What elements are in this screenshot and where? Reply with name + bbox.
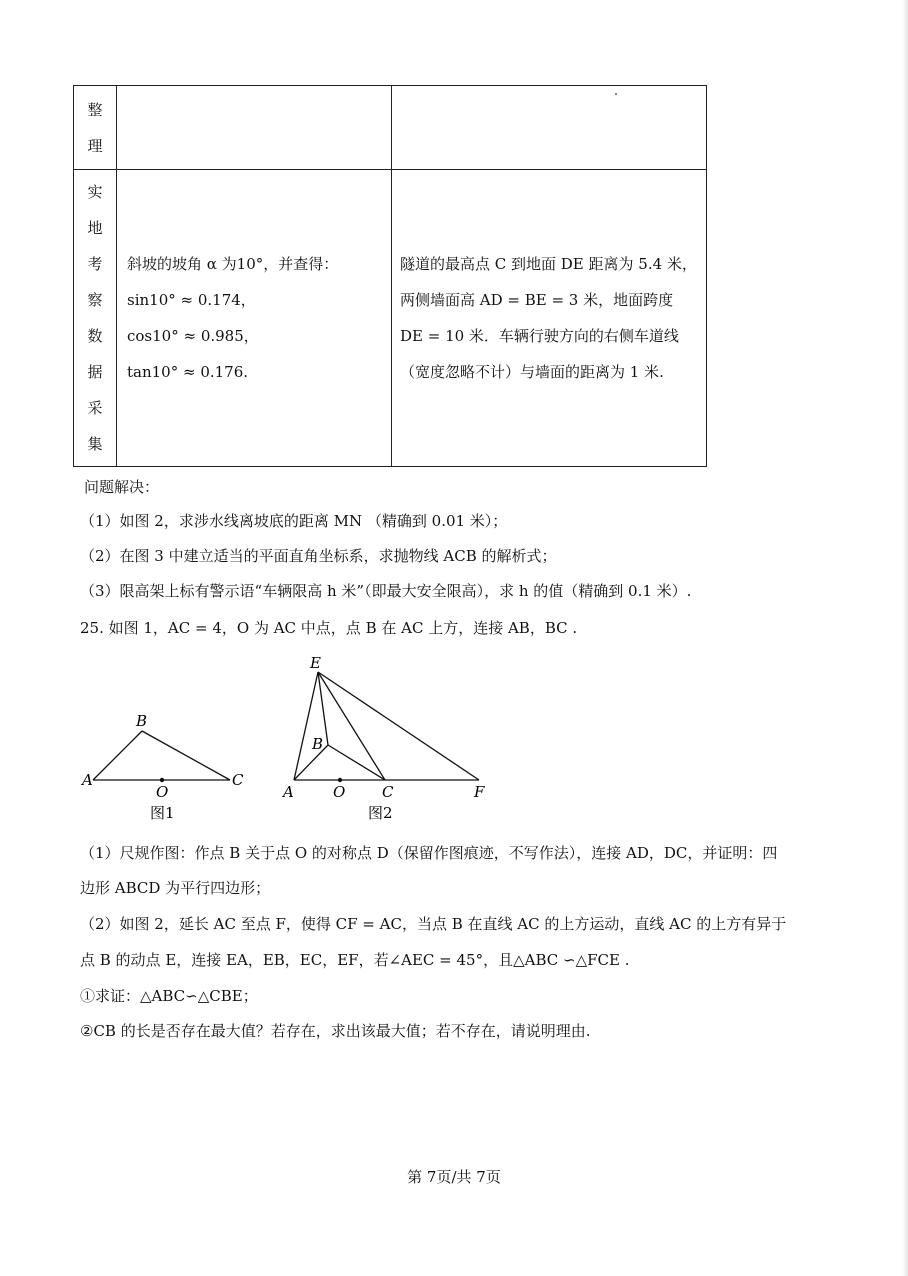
table-row xyxy=(74,170,707,467)
stray-dot xyxy=(615,93,617,95)
figure-1-caption: 图1 xyxy=(150,804,175,822)
tunnel-line-3: DE = 10 米．车辆行驶方向的右侧车道线 xyxy=(400,327,679,345)
fig2-line-ef xyxy=(318,672,479,780)
tunnel-line-4: （宽度忽略不计）与墙面的距离为 1 米. xyxy=(400,363,664,381)
question-3: （3）限高架上标有警示语“车辆限高 h 米”（即最大安全限高），求 h 的值（精确到 0.1 米）. xyxy=(80,582,692,600)
problem-solving-heading: 问题解决： xyxy=(84,478,160,496)
part-1-line-2: 边形 ABCD 为平行四边形； xyxy=(80,879,271,897)
question-1: （1）如图 2，求涉水线离坡底的距离 MN （精确到 0.01 米）； xyxy=(80,512,508,530)
tunnel-data-cell xyxy=(392,170,707,467)
fig1-point-o xyxy=(160,778,164,782)
row-label-organize: 整 理 xyxy=(74,86,117,170)
figure-1 xyxy=(80,712,244,822)
table-row xyxy=(74,86,707,170)
tan-value: tan10° ≈ 0.176. xyxy=(127,363,249,381)
sub-question-2: ②CB 的长是否存在最大值？若存在，求出该最大值；若不存在，请说明理由. xyxy=(80,1022,591,1040)
fig1-label-a: A xyxy=(82,771,93,789)
part-2-line-1: （2）如图 2，延长 AC 至点 F，使得 CF = AC，当点 B 在直线 AC 的上方运动，直线 AC 的上方有异于 xyxy=(80,915,787,933)
fig2-line-ea xyxy=(294,672,318,780)
cos-value: cos10° ≈ 0.985， xyxy=(127,327,259,345)
tunnel-line-1: 隧道的最高点 C 到地面 DE 距离为 5.4 米， xyxy=(400,255,697,273)
part-2-line-2: 点 B 的动点 E，连接 EA，EB，EC，EF，若∠AEC = 45°，且△ABC ∽△FCE . xyxy=(80,951,630,969)
page-number: 第 7页/共 7页 xyxy=(407,1168,501,1186)
sin-value: sin10° ≈ 0.174， xyxy=(127,291,256,309)
row-label-field-data: 实 地 考 察 数 据 采 集 xyxy=(74,170,117,467)
geometry-figures xyxy=(76,650,506,830)
fig1-line-bc xyxy=(142,731,230,780)
fig2-line-ec xyxy=(318,672,385,780)
figure-2 xyxy=(281,654,485,822)
fig2-label-e: E xyxy=(310,654,321,672)
fig1-line-ab xyxy=(93,731,142,780)
slope-data-cell xyxy=(117,170,392,467)
sub-question-1: ①求证：△ABC∽△CBE； xyxy=(80,987,258,1005)
fig1-label-c: C xyxy=(232,771,244,789)
table-cell-right-empty xyxy=(392,86,707,170)
problem-25-stem: 25. 如图 1，AC = 4，O 为 AC 中点，点 B 在 AC 上方，连接 AB，BC . xyxy=(80,619,578,637)
tunnel-line-2: 两侧墙面高 AD = BE = 3 米，地面跨度 xyxy=(400,291,674,309)
page-edge-shadow xyxy=(902,0,908,1276)
table-cell-left-empty xyxy=(117,86,392,170)
fig2-line-bc xyxy=(328,745,385,780)
question-2: （2）在图 3 中建立适当的平面直角坐标系，求抛物线 ACB 的解析式； xyxy=(80,547,557,565)
fig2-label-f: F xyxy=(474,783,485,801)
fig2-label-o: O xyxy=(333,783,346,801)
survey-data-table xyxy=(73,85,707,467)
fig2-label-a: A xyxy=(283,783,294,801)
fig2-point-o xyxy=(338,778,342,782)
fig1-label-o: O xyxy=(156,783,169,801)
figure-2-caption: 图2 xyxy=(368,804,393,822)
fig2-label-b: B xyxy=(312,735,324,753)
fig1-label-b: B xyxy=(136,712,148,730)
part-1-line-1: （1）尺规作图：作点 B 关于点 O 的对称点 D（保留作图痕迹，不写作法），连接 AD，DC，并证明：四 xyxy=(80,844,778,862)
slope-angle-text: 斜坡的坡角 α 为10°，并查得： xyxy=(127,255,339,273)
fig2-label-c: C xyxy=(382,783,394,801)
